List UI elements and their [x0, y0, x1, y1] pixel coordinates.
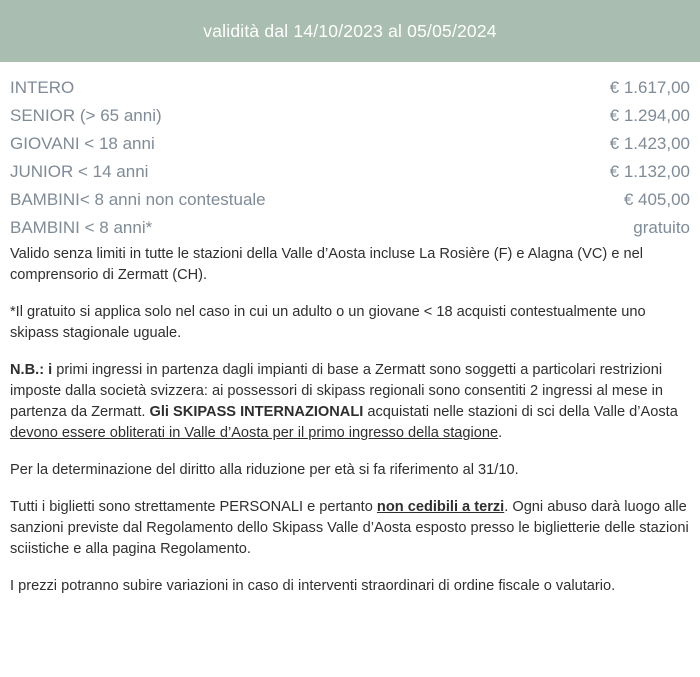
price-value: € 1.617,00 [609, 78, 690, 97]
price-value: € 1.294,00 [609, 106, 690, 125]
price-variation-note: I prezzi potranno subire variazioni in caso di interventi straordinari di ordine fiscale o valutario. [10, 578, 616, 594]
table-row [10, 74, 690, 102]
validity-note: Valido senza limiti in tutte le stazioni della Valle d’Aosta incluse La Rosière (F) e Alagna (VC) e nel comprensorio di Zermatt (CH). [10, 246, 643, 283]
personal-text-2: . Ogni abuso darà luogo alle sanzioni previste dal Regolamento dello Skipass Valle d’Aosta esposto presso le biglietterie delle stazioni sciistiche e alla pagina Regolamento. [10, 499, 689, 557]
free-pass-note: *Il gratuito si applica solo nel caso in cui un adulto o un giovane < 18 acquisti contestualmente uno skipass stagionale uguale. [10, 304, 646, 341]
notes-section [0, 244, 700, 597]
nb-text-2: acquistati nelle stazioni di sci della Valle d’Aosta [363, 404, 678, 420]
age-note: Per la determinazione del diritto alla riduzione per età si fa riferimento al 31/10. [10, 462, 519, 478]
personal-tickets-note [10, 497, 692, 560]
price-table [0, 74, 700, 242]
nb-text-1: primi ingressi in partenza dagli impianti di base a Zermatt sono soggetti a particolari restrizioni imposte dalla società svizzera: ai possessori di skipass regionali sono consentiti 2 ingressi al mese in partenza da Zermatt. [10, 362, 663, 420]
nb-prefix: N.B.: i [10, 362, 53, 378]
nb-text-3: . [498, 425, 503, 441]
price-label: SENIOR (> 65 anni) [10, 106, 162, 125]
table-row [10, 186, 690, 214]
table-row [10, 158, 690, 186]
price-value: € 1.132,00 [609, 162, 690, 181]
personal-underline-bold: non cedibili a terzi [376, 499, 505, 515]
price-value: € 405,00 [623, 190, 690, 209]
price-label: BAMBINI < 8 anni* [10, 218, 153, 237]
price-label: JUNIOR < 14 anni [10, 162, 149, 181]
table-row [10, 102, 690, 130]
table-row [10, 214, 690, 242]
price-value: € 1.423,00 [609, 134, 690, 153]
price-label: GIOVANI < 18 anni [10, 134, 155, 153]
table-row [10, 130, 690, 158]
validity-banner-title: validità dal 14/10/2023 al 05/05/2024 [203, 20, 497, 41]
nb-bold-2: Gli SKIPASS INTERNAZIONALI [149, 404, 364, 420]
price-label: BAMBINI< 8 anni non contestuale [10, 190, 266, 209]
nb-note [10, 360, 692, 444]
price-value: gratuito [633, 218, 690, 237]
validity-banner [0, 0, 700, 62]
price-label: INTERO [10, 78, 75, 97]
nb-underline-1: devono essere obliterati in Valle d’Aosta per il primo ingresso della stagione [10, 425, 499, 441]
personal-text-1: Tutti i biglietti sono strettamente PERSONALI e pertanto [10, 499, 377, 515]
